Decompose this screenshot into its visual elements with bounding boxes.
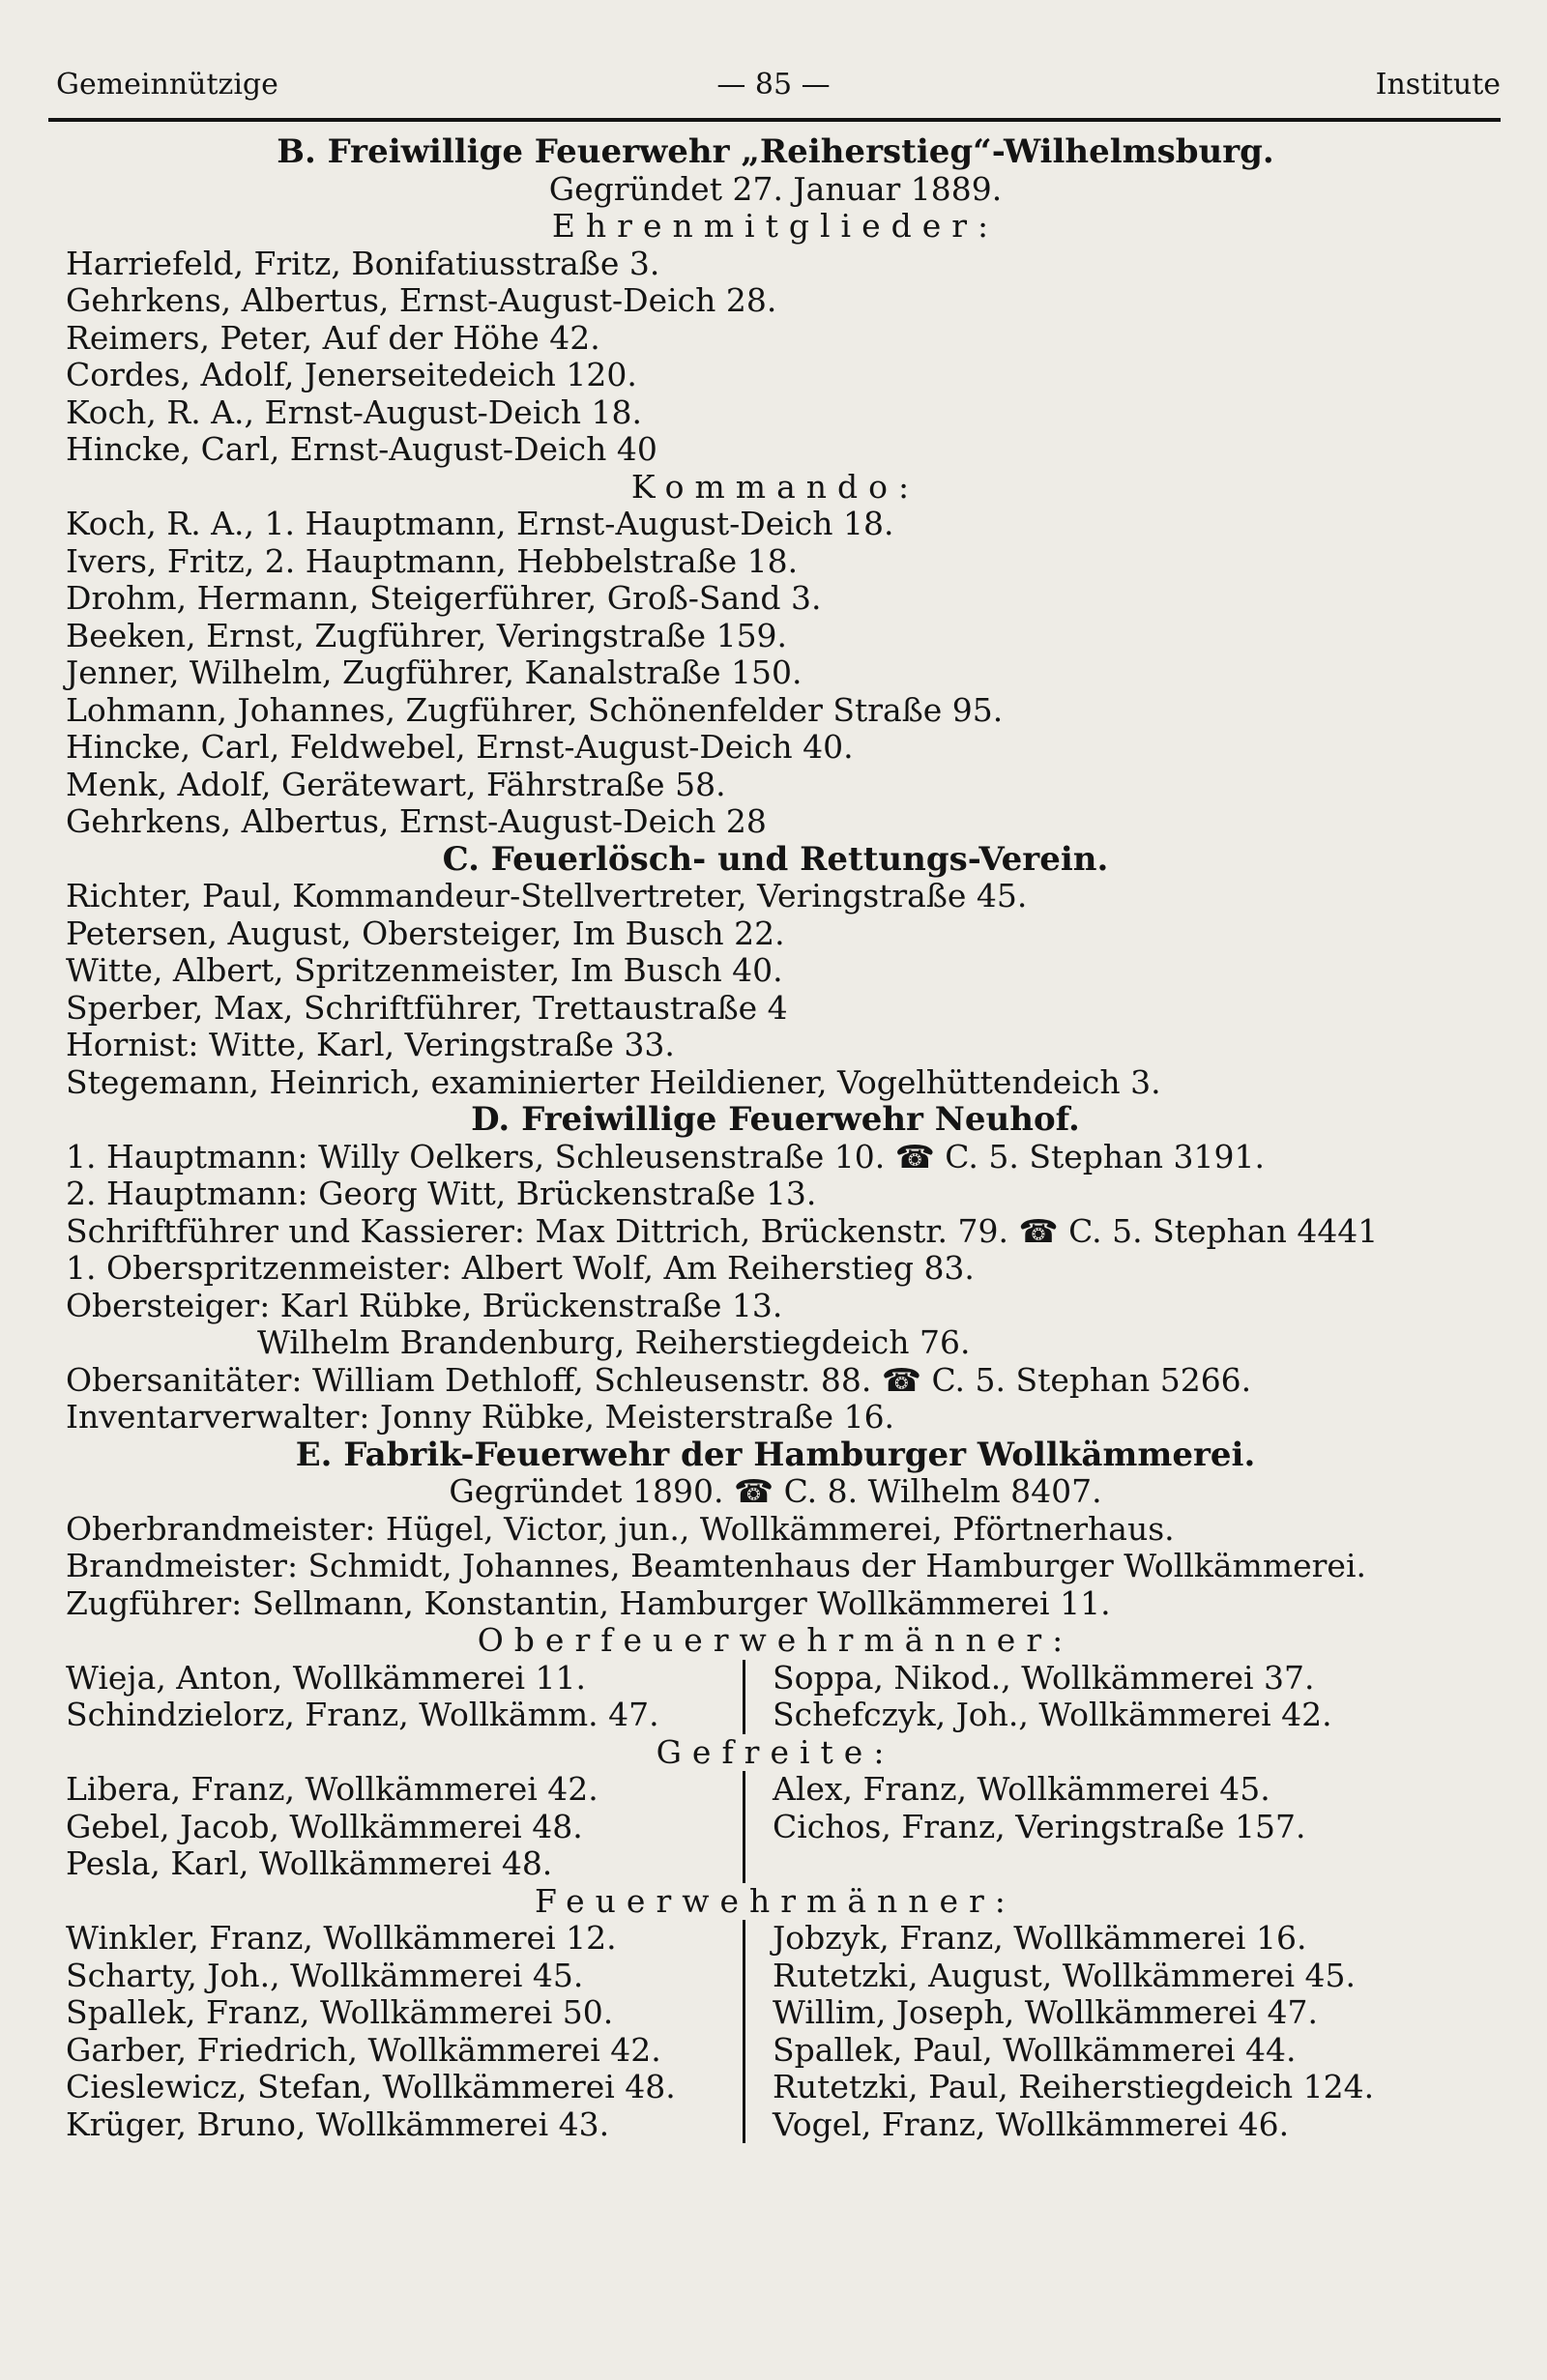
feuerwehr-columns — [66, 1920, 1485, 2143]
list-item: Jobzyk, Franz, Wollkämmerei 16. — [773, 1919, 1307, 1957]
list-item: Koch, R. A., Ernst-August-Deich 18. — [66, 392, 642, 431]
list-item: 1. Oberspritzenmeister: Albert Wolf, Am Reiherstieg 83. — [66, 1249, 975, 1287]
list-item: Oberbrandmeister: Hügel, Victor, jun., Wollkämmerei, Pförtnerhaus. — [66, 1509, 1175, 1548]
list-item: Reimers, Peter, Auf der Höhe 42. — [66, 318, 600, 357]
list-item: Koch, R. A., 1. Hauptmann, Ernst-August-Deich 18. — [66, 505, 894, 542]
honorary-list — [66, 246, 1485, 469]
list-item: Cordes, Adolf, Jenerseitedeich 120. — [66, 356, 637, 393]
right-column — [743, 1771, 1449, 1883]
right-column — [743, 1660, 1449, 1734]
list-item: Schriftführer und Kassierer: Max Dittrich, Brückenstr. 79. ☎ C. 5. Stephan 4441 — [66, 1211, 1379, 1250]
list-item: Gehrkens, Albertus, Ernst-August-Deich 28. — [66, 281, 777, 319]
gefreite-heading: Gefreite: — [656, 1732, 895, 1771]
list-item: Winkler, Franz, Wollkämmerei 12. — [66, 1919, 617, 1957]
list-item: Lohmann, Johannes, Zugführer, Schönenfelder Straße 95. — [66, 690, 1004, 729]
list-item: Zugführer: Sellmann, Konstantin, Hamburger Wollkämmerei 11. — [66, 1583, 1111, 1622]
list-item: Menk, Adolf, Gerätewart, Fährstraße 58. — [66, 765, 726, 803]
list-item: Spallek, Paul, Wollkämmerei 44. — [773, 2030, 1297, 2069]
list-item: Cieslewicz, Stefan, Wollkämmerei 48. — [66, 2068, 676, 2105]
section-e-founded: Gegründet 1890. ☎ C. 8. Wilhelm 8407. — [449, 1472, 1102, 1510]
list-item: Hornist: Witte, Karl, Veringstraße 33. — [66, 1026, 675, 1063]
list-item: Hincke, Carl, Feldwebel, Ernst-August-Deich 40. — [66, 728, 854, 766]
list-item: Schindzielorz, Franz, Wollkämm. 47. — [66, 1696, 659, 1733]
oberfeuerwehr-columns — [66, 1660, 1485, 1734]
list-item: Harriefeld, Fritz, Bonifatiusstraße 3. — [66, 244, 660, 282]
list-item: Obersteiger: Karl Rübke, Brückenstraße 13. — [66, 1286, 783, 1324]
left-column — [66, 1920, 743, 2143]
section-d-title: D. Freiwillige Feuerwehr Neuhof. — [471, 1100, 1080, 1139]
header-rule — [48, 118, 1501, 122]
list-item: Schefczyk, Joh., Wollkämmerei 42. — [773, 1696, 1332, 1733]
list-item: Witte, Albert, Spritzenmeister, Im Busch 40. — [66, 951, 783, 989]
honorary-heading: Ehrenmitglieder: — [551, 207, 1000, 245]
list-item: Libera, Franz, Wollkämmerei 42. — [66, 1770, 598, 1808]
list-item: Petersen, August, Obersteiger, Im Busch 22. — [66, 914, 785, 952]
list-item: Soppa, Nikod., Wollkämmerei 37. — [773, 1658, 1315, 1697]
list-item: Cichos, Franz, Veringstraße 157. — [773, 1807, 1306, 1845]
list-item: Stegemann, Heinrich, examinierter Heildiener, Vogelhüttendeich 3. — [66, 1062, 1161, 1101]
right-column — [743, 1920, 1449, 2143]
list-item: Obersanitäter: William Dethloff, Schleusenstr. 88. ☎ C. 5. Stephan 5266. — [66, 1360, 1252, 1399]
list-item: Garber, Friedrich, Wollkämmerei 42. — [66, 2030, 661, 2069]
list-item: Vogel, Franz, Wollkämmerei 46. — [773, 2104, 1290, 2143]
list-item: Pesla, Karl, Wollkämmerei 48. — [66, 1844, 553, 1882]
list-item: Gebel, Jacob, Wollkämmerei 48. — [66, 1807, 583, 1845]
list-item: Rutetzki, August, Wollkämmerei 45. — [773, 1956, 1356, 1994]
list-item: Gehrkens, Albertus, Ernst-August-Deich 28 — [66, 802, 767, 840]
list-item: 1. Hauptmann: Willy Oelkers, Schleusenstraße 10. ☎ C. 5. Stephan 3191. — [66, 1137, 1265, 1175]
list-item: Spallek, Franz, Wollkämmerei 50. — [66, 1993, 614, 2031]
command-heading: Kommando: — [630, 467, 920, 506]
section-c-list — [66, 878, 1485, 1101]
left-column — [66, 1771, 743, 1883]
list-item: Richter, Paul, Kommandeur-Stellvertreter, Veringstraße 45. — [66, 877, 1028, 914]
section-d-list — [66, 1139, 1485, 1437]
oberfeuerwehr-heading: Oberfeuerwehrmänner: — [477, 1621, 1074, 1659]
section-e-title: E. Fabrik-Feuerwehr der Hamburger Wollkämmerei. — [295, 1435, 1256, 1474]
section-b-founded: Gegründet 27. Januar 1889. — [548, 169, 1003, 208]
command-list — [66, 506, 1485, 841]
list-item: 2. Hauptmann: Georg Witt, Brückenstraße 13. — [66, 1175, 817, 1212]
list-item: Ivers, Fritz, 2. Hauptmann, Hebbelstraße 18. — [66, 541, 799, 580]
page-content — [66, 133, 1485, 2143]
list-item: Sperber, Max, Schriftführer, Trettaustraße 4 — [66, 988, 788, 1027]
list-item: Wieja, Anton, Wollkämmerei 11. — [66, 1658, 587, 1697]
list-item: Brandmeister: Schmidt, Johannes, Beamtenhaus der Hamburger Wollkämmerei. — [66, 1547, 1367, 1584]
section-e-officers — [66, 1511, 1485, 1623]
list-item: Hincke, Carl, Ernst-August-Deich 40 — [66, 430, 657, 468]
list-item-continuation: Wilhelm Brandenburg, Reiherstiegdeich 76. — [257, 1323, 971, 1361]
list-item: Drohm, Hermann, Steigerführer, Groß-Sand 3. — [66, 579, 822, 617]
feuerwehr-heading: Feuerwehrmänner: — [535, 1881, 1016, 1920]
list-item: Krüger, Bruno, Wollkämmerei 43. — [66, 2104, 610, 2143]
section-b-title: B. Freiwillige Feuerwehr „Reiherstieg“-Wilhelmsburg. — [277, 132, 1274, 171]
list-item: Beeken, Ernst, Zugführer, Veringstraße 159. — [66, 616, 788, 654]
list-item: Alex, Franz, Wollkämmerei 45. — [773, 1770, 1270, 1808]
running-header-right: Institute — [1375, 68, 1501, 102]
page-number: — 85 — — [716, 68, 831, 102]
running-header-left: Gemeinnützige — [56, 68, 278, 102]
list-item: Rutetzki, Paul, Reiherstiegdeich 124. — [773, 2068, 1375, 2105]
list-item: Jenner, Wilhelm, Zugführer, Kanalstraße 150. — [66, 653, 803, 691]
list-item: Willim, Joseph, Wollkämmerei 47. — [773, 1993, 1319, 2031]
gefreite-columns — [66, 1771, 1485, 1883]
list-item: Scharty, Joh., Wollkämmerei 45. — [66, 1956, 584, 1994]
section-c-title: C. Feuerlösch- und Rettungs-Verein. — [442, 839, 1109, 879]
left-column — [66, 1660, 743, 1734]
list-item: Inventarverwalter: Jonny Rübke, Meisterstraße 16. — [66, 1398, 895, 1436]
